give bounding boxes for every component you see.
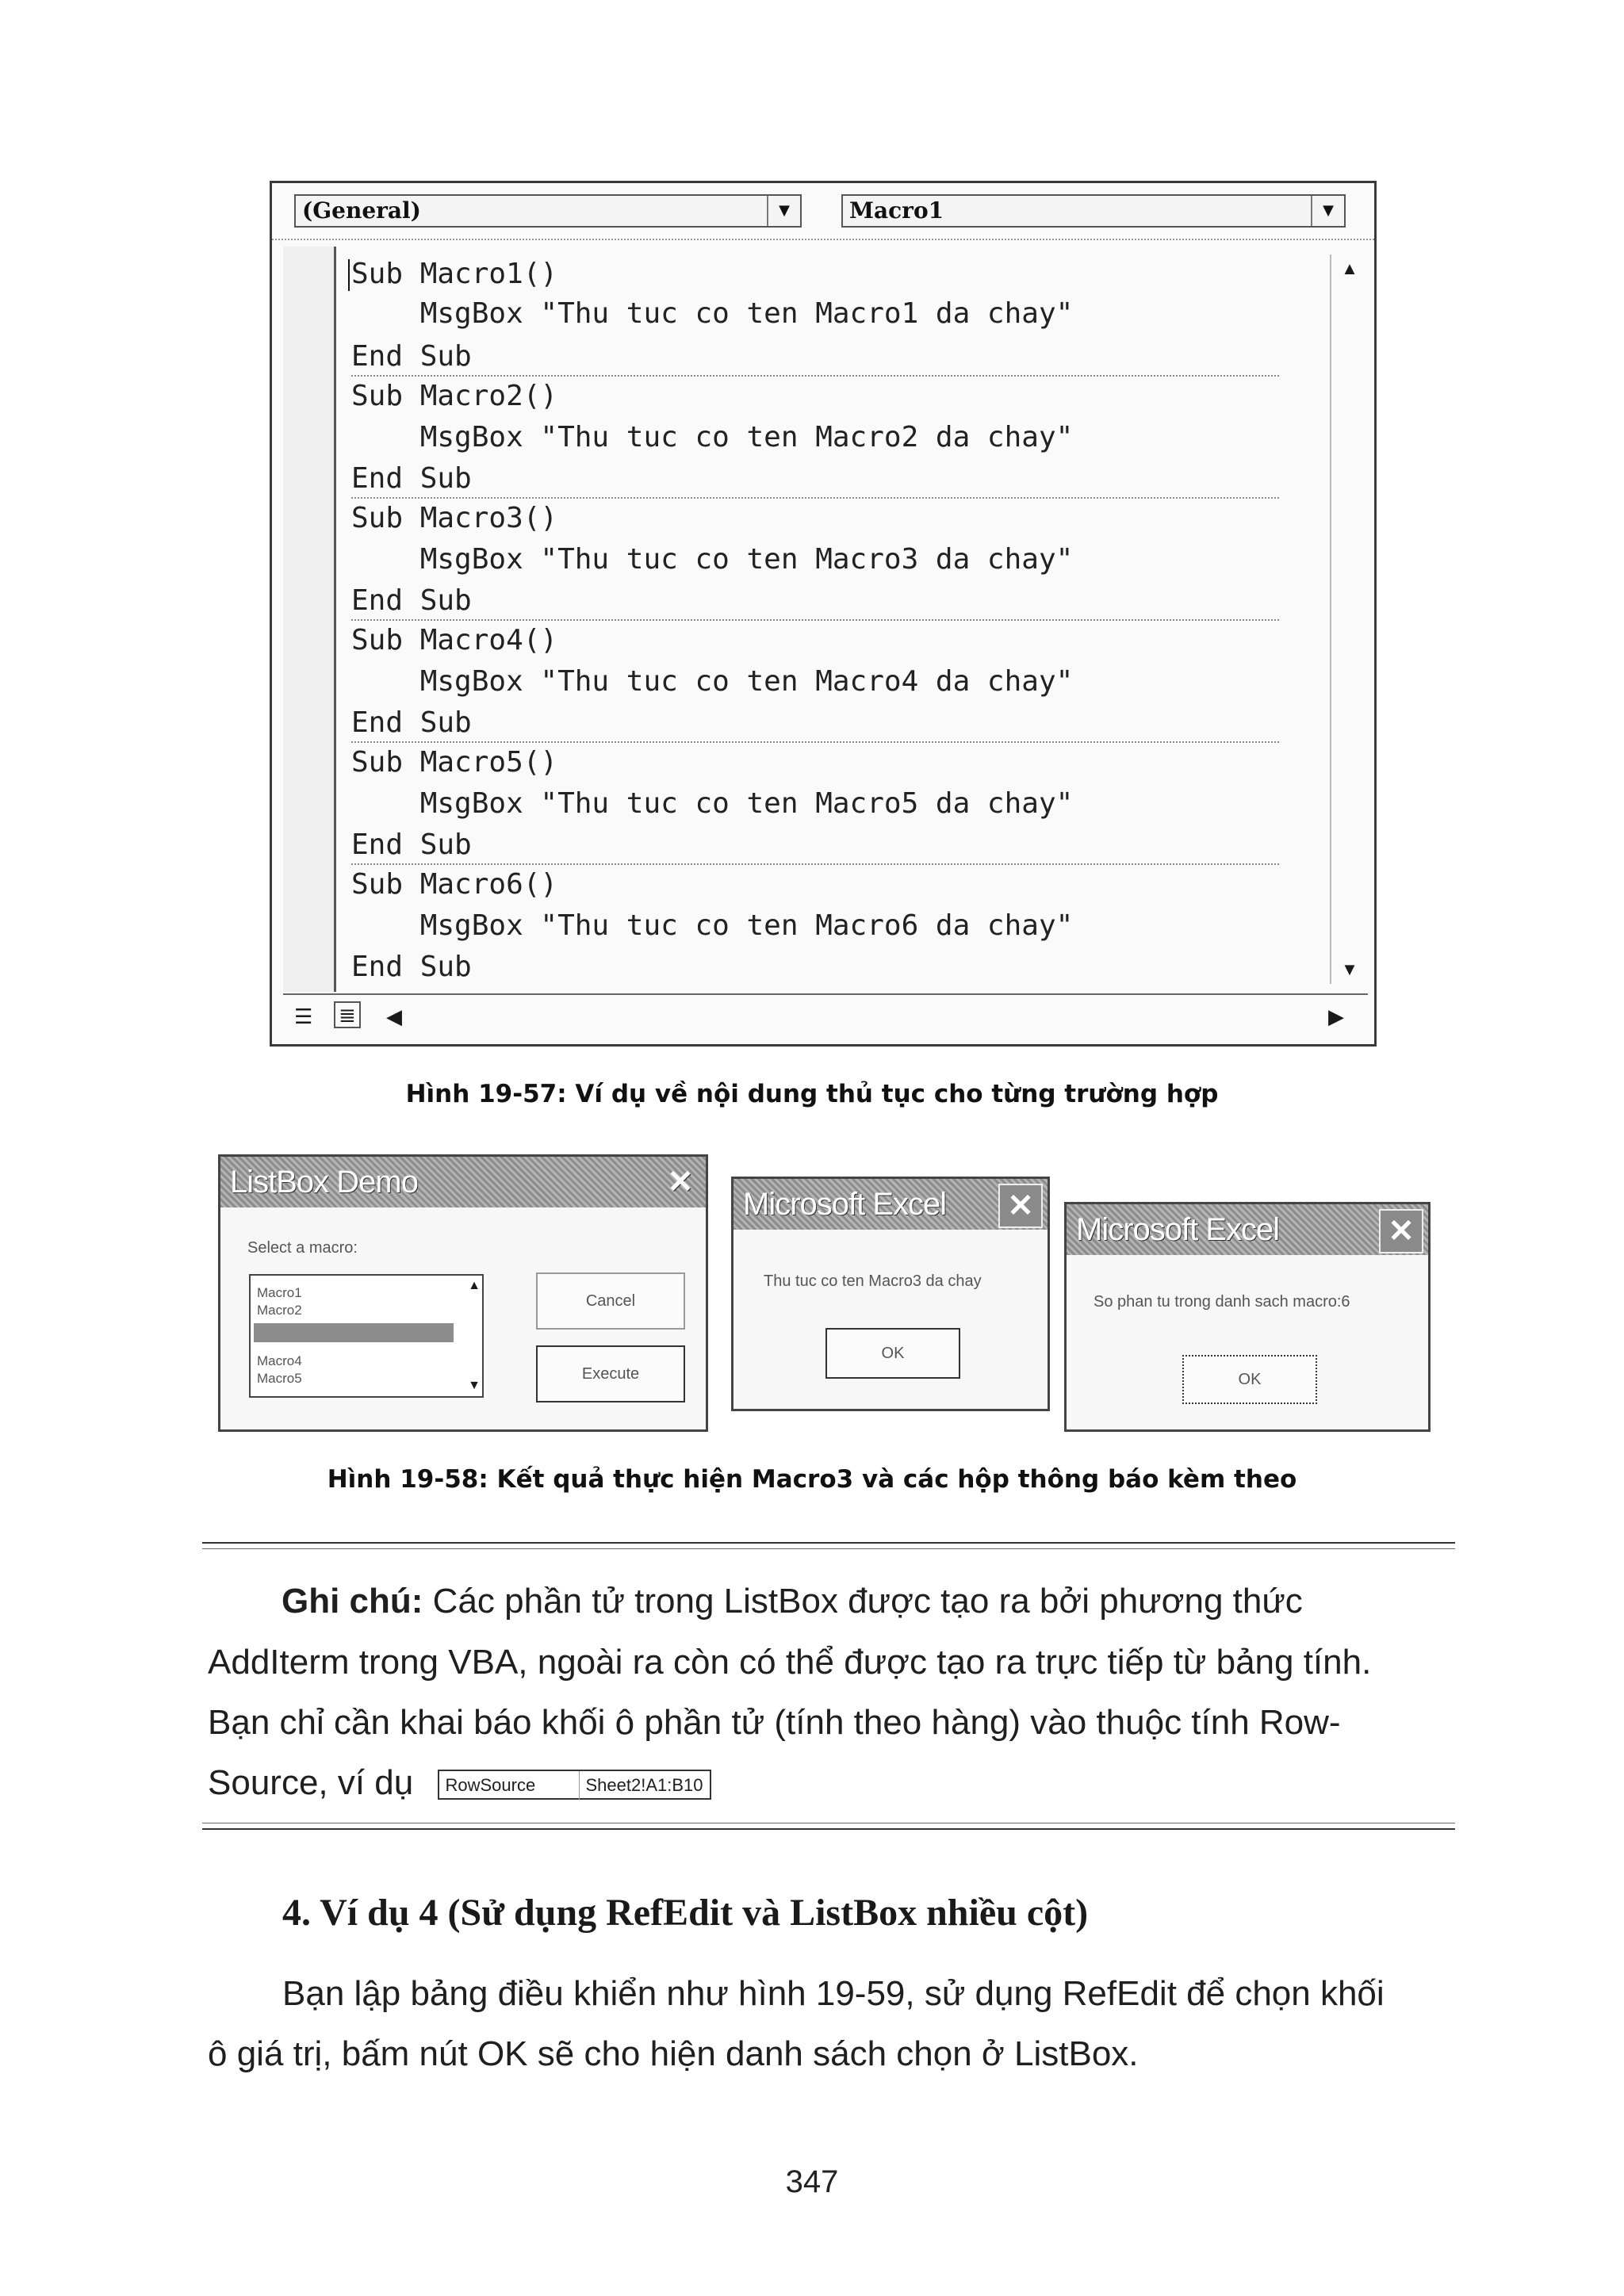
- procedure-view-icon[interactable]: ☰: [294, 1004, 313, 1028]
- object-combo[interactable]: [294, 194, 802, 228]
- dialog-title: Microsoft Excel: [733, 1179, 1048, 1230]
- close-icon[interactable]: ✕: [998, 1184, 1043, 1228]
- code-editor[interactable]: [351, 254, 1279, 992]
- ok-button[interactable]: OK: [825, 1328, 960, 1379]
- message-text: Thu tuc co ten Macro3 da chay: [764, 1272, 982, 1290]
- macro-prompt-label: Select a macro:: [247, 1239, 358, 1257]
- message-box-macro3: [731, 1177, 1050, 1411]
- macro-listbox[interactable]: [249, 1274, 484, 1398]
- note-line: Ghi chú: Các phần tử trong ListBox được tạo ra bởi phương thức: [282, 1582, 1303, 1621]
- vba-code-window: [270, 181, 1377, 1047]
- note-line: Bạn chỉ cần khai báo khối ô phần tử (tính theo hàng) vào thuộc tính Row-: [208, 1703, 1341, 1742]
- note-rule-top-thin: [202, 1548, 1455, 1549]
- code-line: MsgBox "Thu tuc co ten Macro3 da chay": [351, 543, 1074, 576]
- toolbar-divider: [272, 239, 1374, 240]
- procedure-combo[interactable]: [841, 194, 1346, 228]
- note-line: AddIterm trong VBA, ngoài ra còn có thể được tạo ra trực tiếp từ bảng tính.: [208, 1643, 1372, 1682]
- close-icon[interactable]: ✕: [1379, 1209, 1423, 1253]
- listbox-demo-dialog: [218, 1154, 708, 1432]
- execute-button[interactable]: Execute: [536, 1345, 685, 1402]
- list-item[interactable]: Macro5: [257, 1371, 302, 1386]
- note-line: Source, ví dụ RowSource Sheet2!A1:B10: [208, 1763, 711, 1803]
- scroll-up-icon[interactable]: ▲: [1341, 258, 1358, 278]
- body-line: ô giá trị, bấm nút OK sẽ cho hiện danh sách chọn ở ListBox.: [208, 2034, 1139, 2073]
- body-line: Bạn lập bảng điều khiển như hình 19-59, sử dụng RefEdit để chọn khối: [282, 1974, 1385, 2013]
- cancel-button[interactable]: Cancel: [536, 1272, 685, 1330]
- message-text: So phan tu trong danh sach macro:6: [1094, 1293, 1350, 1311]
- scroll-left-icon[interactable]: ◀: [386, 1004, 402, 1028]
- figure-caption: Hình 19-58: Kết quả thực hiện Macro3 và các hộp thông báo kèm theo: [327, 1465, 1297, 1494]
- section-heading: 4. Ví dụ 4 (Sử dụng RefEdit và ListBox nhiều cột): [282, 1892, 1089, 1934]
- code-line: End Sub: [351, 828, 472, 861]
- scroll-right-icon[interactable]: ▶: [1328, 1004, 1344, 1028]
- margin-indicator-bar: [283, 247, 336, 992]
- scroll-down-icon[interactable]: ▼: [1341, 959, 1358, 979]
- note-label: Ghi chú:: [282, 1582, 423, 1621]
- code-line: Sub Macro5(): [351, 746, 558, 779]
- figure-caption: Hình 19-57: Ví dụ về nội dung thủ tục cho từng trường hợp: [405, 1080, 1219, 1108]
- text-cursor: [348, 259, 350, 291]
- note-rule-top: [202, 1542, 1455, 1544]
- horizontal-scrollbar[interactable]: [283, 993, 1368, 1038]
- message-box-count: [1064, 1202, 1431, 1432]
- chevron-down-icon[interactable]: ▼: [767, 196, 800, 226]
- list-item-selected[interactable]: [254, 1323, 454, 1342]
- code-line: MsgBox "Thu tuc co ten Macro1 da chay": [351, 297, 1074, 330]
- code-line: Sub Macro3(): [351, 502, 558, 534]
- code-line: End Sub: [351, 340, 472, 373]
- dialog-title: Microsoft Excel: [1067, 1204, 1428, 1255]
- code-line: Sub Macro2(): [351, 380, 558, 412]
- list-item[interactable]: Macro2: [257, 1303, 302, 1318]
- code-line: End Sub: [351, 584, 472, 617]
- scroll-down-icon[interactable]: ▼: [468, 1379, 481, 1392]
- chevron-down-icon[interactable]: ▼: [1311, 196, 1344, 226]
- vertical-scrollbar[interactable]: [1330, 254, 1368, 984]
- list-item[interactable]: Macro1: [257, 1285, 302, 1300]
- code-line: Sub Macro6(): [351, 868, 558, 901]
- code-line: End Sub: [351, 706, 472, 739]
- ok-button[interactable]: OK: [1182, 1355, 1317, 1404]
- code-line: End Sub: [351, 462, 472, 495]
- page-number: 347: [785, 2164, 839, 2199]
- code-line: MsgBox "Thu tuc co ten Macro4 da chay": [351, 665, 1074, 698]
- scroll-up-icon[interactable]: ▲: [468, 1279, 481, 1292]
- code-line: Sub Macro4(): [351, 624, 558, 656]
- rowsource-property-example: RowSource Sheet2!A1:B10: [438, 1770, 711, 1800]
- code-line: MsgBox "Thu tuc co ten Macro2 da chay": [351, 421, 1074, 453]
- full-module-view-icon[interactable]: ≣: [334, 1001, 361, 1028]
- code-line: Sub Macro1(): [351, 258, 558, 290]
- dialog-title: ListBox Demo: [220, 1157, 706, 1207]
- close-icon[interactable]: ✕: [667, 1165, 694, 1200]
- list-item[interactable]: Macro4: [257, 1353, 302, 1368]
- code-line: MsgBox "Thu tuc co ten Macro5 da chay": [351, 787, 1074, 820]
- note-rule-bottom: [202, 1828, 1455, 1830]
- code-line: MsgBox "Thu tuc co ten Macro6 da chay": [351, 909, 1074, 942]
- code-line: End Sub: [351, 951, 472, 983]
- procedure-combo-value: Macro1: [849, 197, 944, 224]
- object-combo-value: (General): [302, 197, 421, 224]
